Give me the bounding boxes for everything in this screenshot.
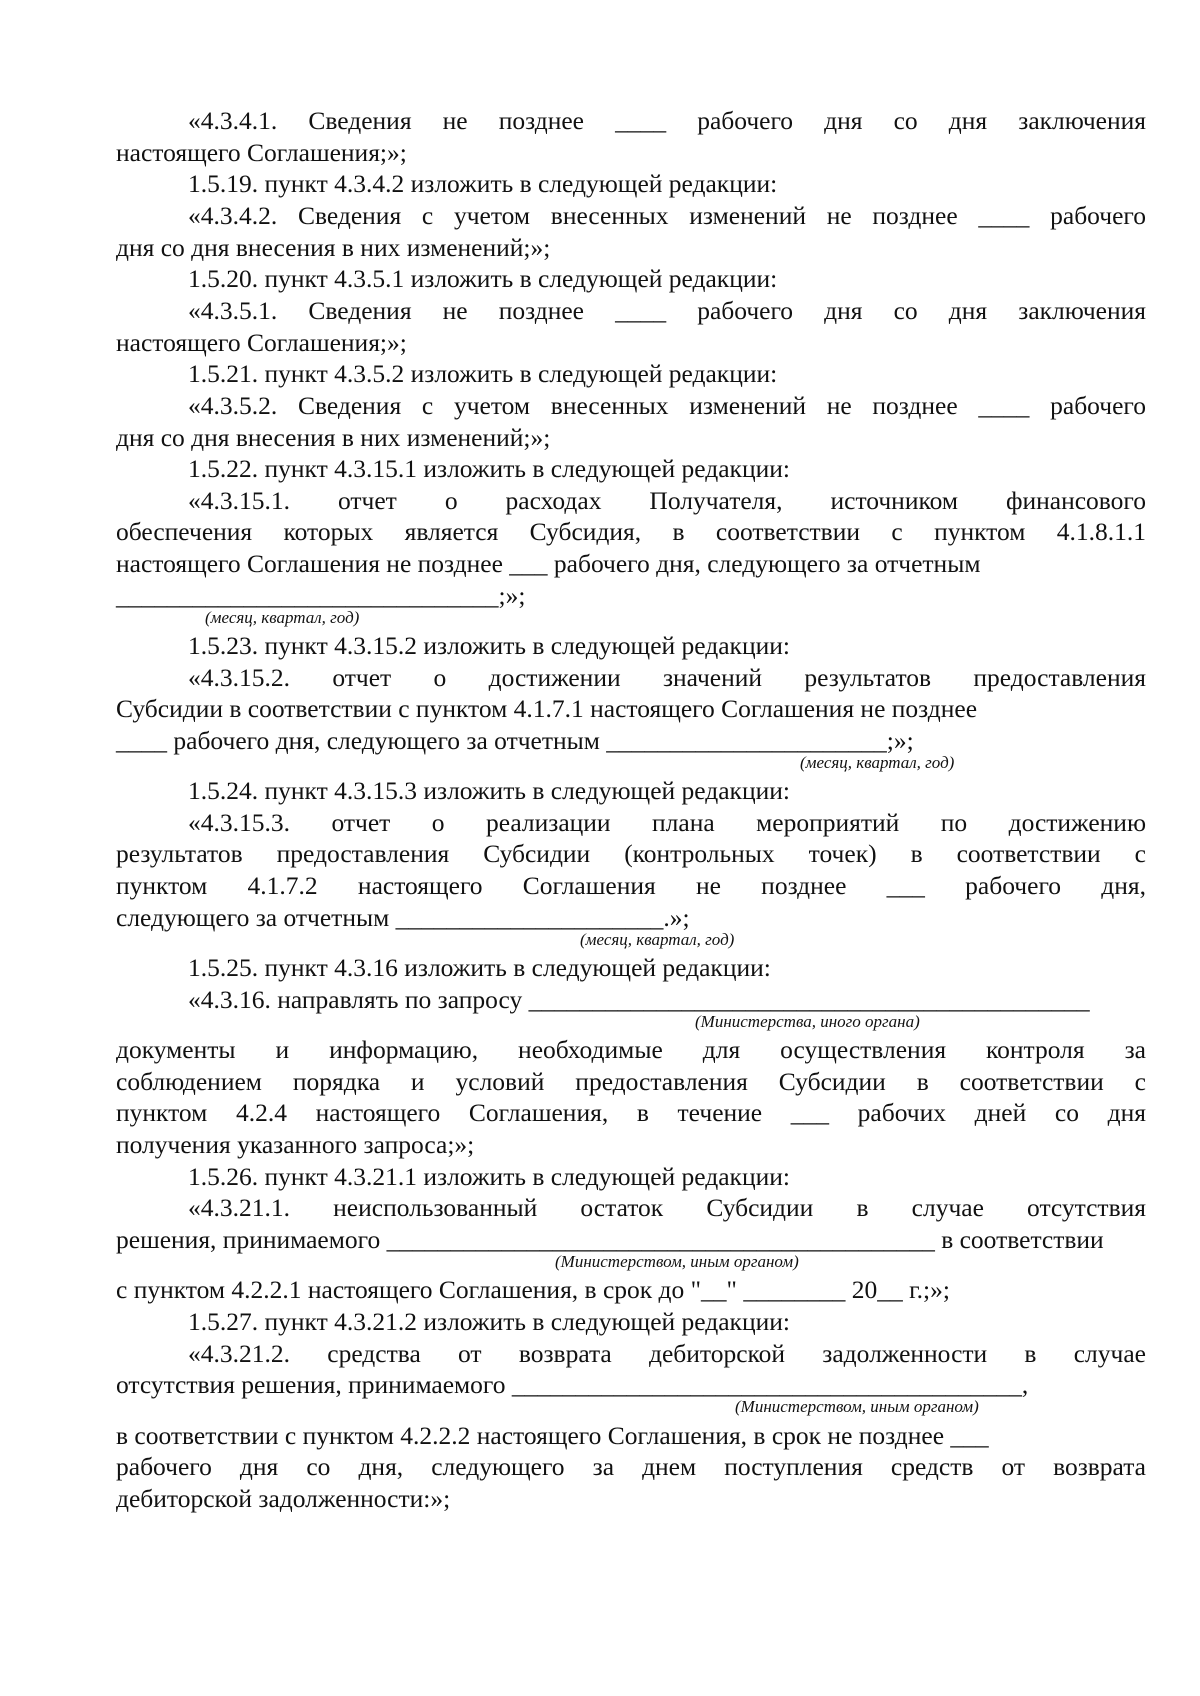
paragraph-line: дня со дня внесения в них изменений;»; (116, 233, 551, 262)
paragraph-line: отсутствия решения, принимаемого ________________________________________, (116, 1370, 1029, 1399)
paragraph-line: 1.5.19. пункт 4.3.4.2 изложить в следующей редакции: (188, 169, 778, 198)
paragraph-line: «4.3.5.1. Сведения не позднее ____ рабочего дня со дня заключения (188, 296, 1146, 325)
paragraph-line: соблюдением порядка и условий предоставления Субсидии в соответствии с (116, 1067, 1146, 1096)
paragraph-line: результатов предоставления Субсидии (контрольных точек) в соответствии с (116, 839, 1146, 868)
paragraph-line: «4.3.5.2. Сведения с учетом внесенных изменений не позднее ____ рабочего (188, 391, 1146, 420)
field-caption: (месяц, квартал, год) (205, 608, 360, 627)
paragraph-line: в соответствии с пунктом 4.2.2.2 настоящего Соглашения, в срок не позднее ___ (116, 1421, 989, 1450)
paragraph-line: 1.5.21. пункт 4.3.5.2 изложить в следующей редакции: (188, 359, 778, 388)
paragraph-line: «4.3.16. направлять по запросу ____________________________________________ (188, 985, 1090, 1014)
paragraph-line: «4.3.4.1. Сведения не позднее ____ рабочего дня со дня заключения (188, 106, 1146, 135)
paragraph-line: «4.3.21.2. средства от возврата дебиторской задолженности в случае (188, 1339, 1146, 1368)
paragraph-line: «4.3.21.1. неиспользованный остаток Субсидии в случае отсутствия (188, 1193, 1146, 1222)
paragraph-line: обеспечения которых является Субсидия, в соответствии с пунктом 4.1.8.1.1 (116, 517, 1146, 546)
paragraph-line: 1.5.27. пункт 4.3.21.2 изложить в следующей редакции: (188, 1307, 790, 1336)
paragraph-line: «4.3.4.2. Сведения с учетом внесенных изменений не позднее ____ рабочего (188, 201, 1146, 230)
paragraph-line: пунктом 4.2.4 настоящего Соглашения, в течение ___ рабочих дней со дня (116, 1098, 1146, 1127)
field-caption: (месяц, квартал, год) (580, 930, 735, 949)
paragraph-line: 1.5.26. пункт 4.3.21.1 изложить в следующей редакции: (188, 1162, 790, 1191)
paragraph-line: дебиторской задолженности:»; (116, 1484, 451, 1513)
paragraph-line: 1.5.25. пункт 4.3.16 изложить в следующей редакции: (188, 953, 771, 982)
paragraph-line: ______________________________;»; (116, 581, 526, 610)
paragraph-line: следующего за отчетным _____________________.»; (116, 903, 690, 932)
field-caption: (Министерства, иного органа) (695, 1012, 920, 1031)
paragraph-line: настоящего Соглашения;»; (116, 138, 407, 167)
paragraph-line: 1.5.23. пункт 4.3.15.2 изложить в следующей редакции: (188, 631, 790, 660)
paragraph-line: документы и информацию, необходимые для осуществления контроля за (116, 1035, 1146, 1064)
paragraph-line: 1.5.20. пункт 4.3.5.1 изложить в следующей редакции: (188, 264, 778, 293)
paragraph-line: 1.5.22. пункт 4.3.15.1 изложить в следующей редакции: (188, 454, 790, 483)
paragraph-line: «4.3.15.3. отчет о реализации плана мероприятий по достижению (188, 808, 1146, 837)
paragraph-line: получения указанного запроса;»; (116, 1130, 475, 1159)
field-caption: (Министерством, иным органом) (555, 1252, 799, 1271)
paragraph-line: пунктом 4.1.7.2 настоящего Соглашения не позднее ___ рабочего дня, (116, 871, 1146, 900)
paragraph-line: 1.5.24. пункт 4.3.15.3 изложить в следующей редакции: (188, 776, 790, 805)
paragraph-line: Субсидии в соответствии с пунктом 4.1.7.1 настоящего Соглашения не позднее (116, 694, 978, 723)
paragraph-line: с пунктом 4.2.2.1 настоящего Соглашения, в срок до "__" ________ 20__ г.;»; (116, 1275, 950, 1304)
paragraph-line: дня со дня внесения в них изменений;»; (116, 423, 551, 452)
paragraph-line: «4.3.15.1. отчет о расходах Получателя, источником финансового (188, 486, 1146, 515)
paragraph-line: рабочего дня со дня, следующего за днем поступления средств от возврата (116, 1452, 1146, 1481)
paragraph-line: ____ рабочего дня, следующего за отчетным ______________________;»; (116, 726, 914, 755)
paragraph-line: настоящего Соглашения не позднее ___ рабочего дня, следующего за отчетным (116, 549, 981, 578)
field-caption: (Министерством, иным органом) (735, 1397, 979, 1416)
paragraph-line: «4.3.15.2. отчет о достижении значений результатов предоставления (188, 663, 1146, 692)
paragraph-line: настоящего Соглашения;»; (116, 328, 407, 357)
paragraph-line: решения, принимаемого ___________________________________________ в соответствии (116, 1225, 1104, 1254)
field-caption: (месяц, квартал, год) (800, 753, 955, 772)
